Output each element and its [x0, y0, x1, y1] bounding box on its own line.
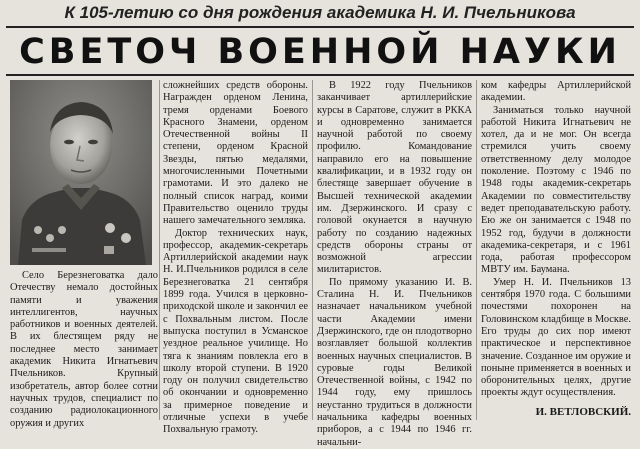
column-divider	[159, 80, 160, 420]
portrait-photo	[10, 80, 152, 265]
column-1	[10, 270, 158, 429]
headline-rule	[6, 74, 634, 76]
paragraph: По прямому указанию И. В. Сталина Н. И. Пчельников назначает начальником учебной части Академии имени Дзержинского, где он плодотворно возглавляет большой коллектив военных научных специалистов. В суровые годы Великой Отечественной войны, с 1942 по 1944 году, ему пришлось неустанно трудиться в должности начальника кафедры военных приборов, а с 1944 по 1946 гг. начальни-	[317, 276, 472, 448]
paragraph: В 1922 году Пчельников заканчивает артиллерийские курсы в Саратове, служит в РККА и одновременно занимается научной работой по своему профилю. Командование направило его на повышение квалификации, и в 1932 году он блестяще завершает обучение в Высшей технической академии им. Дзержинского. И сразу с головой окунается в научную работу по созданию надежных средств обороны страны от возможной агрессии милитаристов.	[317, 80, 472, 276]
author-signature: И. ВЕТЛОВСКИЙ.	[535, 406, 631, 418]
paragraph: Умер Н. И. Пчельников 13 сентября 1970 года. С большими почестями похоронен на Головинском кладбище в Москве. Его труды до сих пор имеют практическое и перспективное значение. Созданное им оружие и поныне применяется в военных и оборонительных целях, другие проекты ждут осуществления.	[481, 276, 631, 399]
column-3	[317, 80, 472, 448]
column-divider	[312, 80, 313, 420]
article-headline: СВЕТОЧ ВОЕННОЙ НАУКИ	[19, 32, 621, 72]
paragraph: сложнейших средств обороны. Награжден орденом Ленина, тремя орденами Боевого Красного Знамени, орденом Отечественной войны II степени, орденом Красной Звезды, пятью медалями, многочисленными Почетными грамотами. И это далеко не полный список наград, коими Правительство оценило труды нашего замечательного земляка.	[163, 80, 308, 227]
column-4	[481, 80, 631, 402]
paragraph: ком кафедры Артиллерийской академии.	[481, 80, 631, 104]
paragraph: Заниматься только научной работой Никита Игнатьевич не хотел, да и не мог. Он всегда стремился учить своему ответственному делу молодое поколение. Поэтому с 1946 по 1948 годы академик-секретарь Академии по совместительству ведет преподавательскую работу. Ею же он занимается с 1948 по 1952 год, будучи в должности академика-секретаря, и с 1961 года, работая профессором МВТУ им. Баумана.	[481, 104, 631, 276]
paragraph: Доктор технических наук, профессор, академик-секретарь Артиллерийской академии наук Н. И.Пчельников родился в селе Березнеговатка 21 сентября 1899 года. Учился в церковно-приходской школе и закончил ее с Похвальным листом. После выпуска поступил в Усманское уездное реальное училище. Но тяга к знаниям повлекла его в школу второй ступени. В 1920 году он получил свидетельство об окончании и одновременно за примерное поведение и отличные успехи в учебе Похвальную грамоту.	[163, 227, 308, 436]
paragraph: Село Березнеговатка дало Отечеству немало достойных памяти и уважения интеллигентов, научных работников и военных деятелей. В их блестящем ряду не последнее место занимает академик Никита Игнатьевич Пчельников. Крупный изобретатель, автор более сотни научных трудов, специалист по созданию радиолокационного оружия и других	[10, 270, 158, 429]
column-divider	[476, 80, 477, 420]
article-kicker: К 105-летию со дня рождения академика Н. И. Пчельникова	[64, 3, 576, 22]
top-rule	[6, 26, 634, 28]
column-2	[163, 80, 308, 436]
portrait-image	[10, 80, 152, 265]
